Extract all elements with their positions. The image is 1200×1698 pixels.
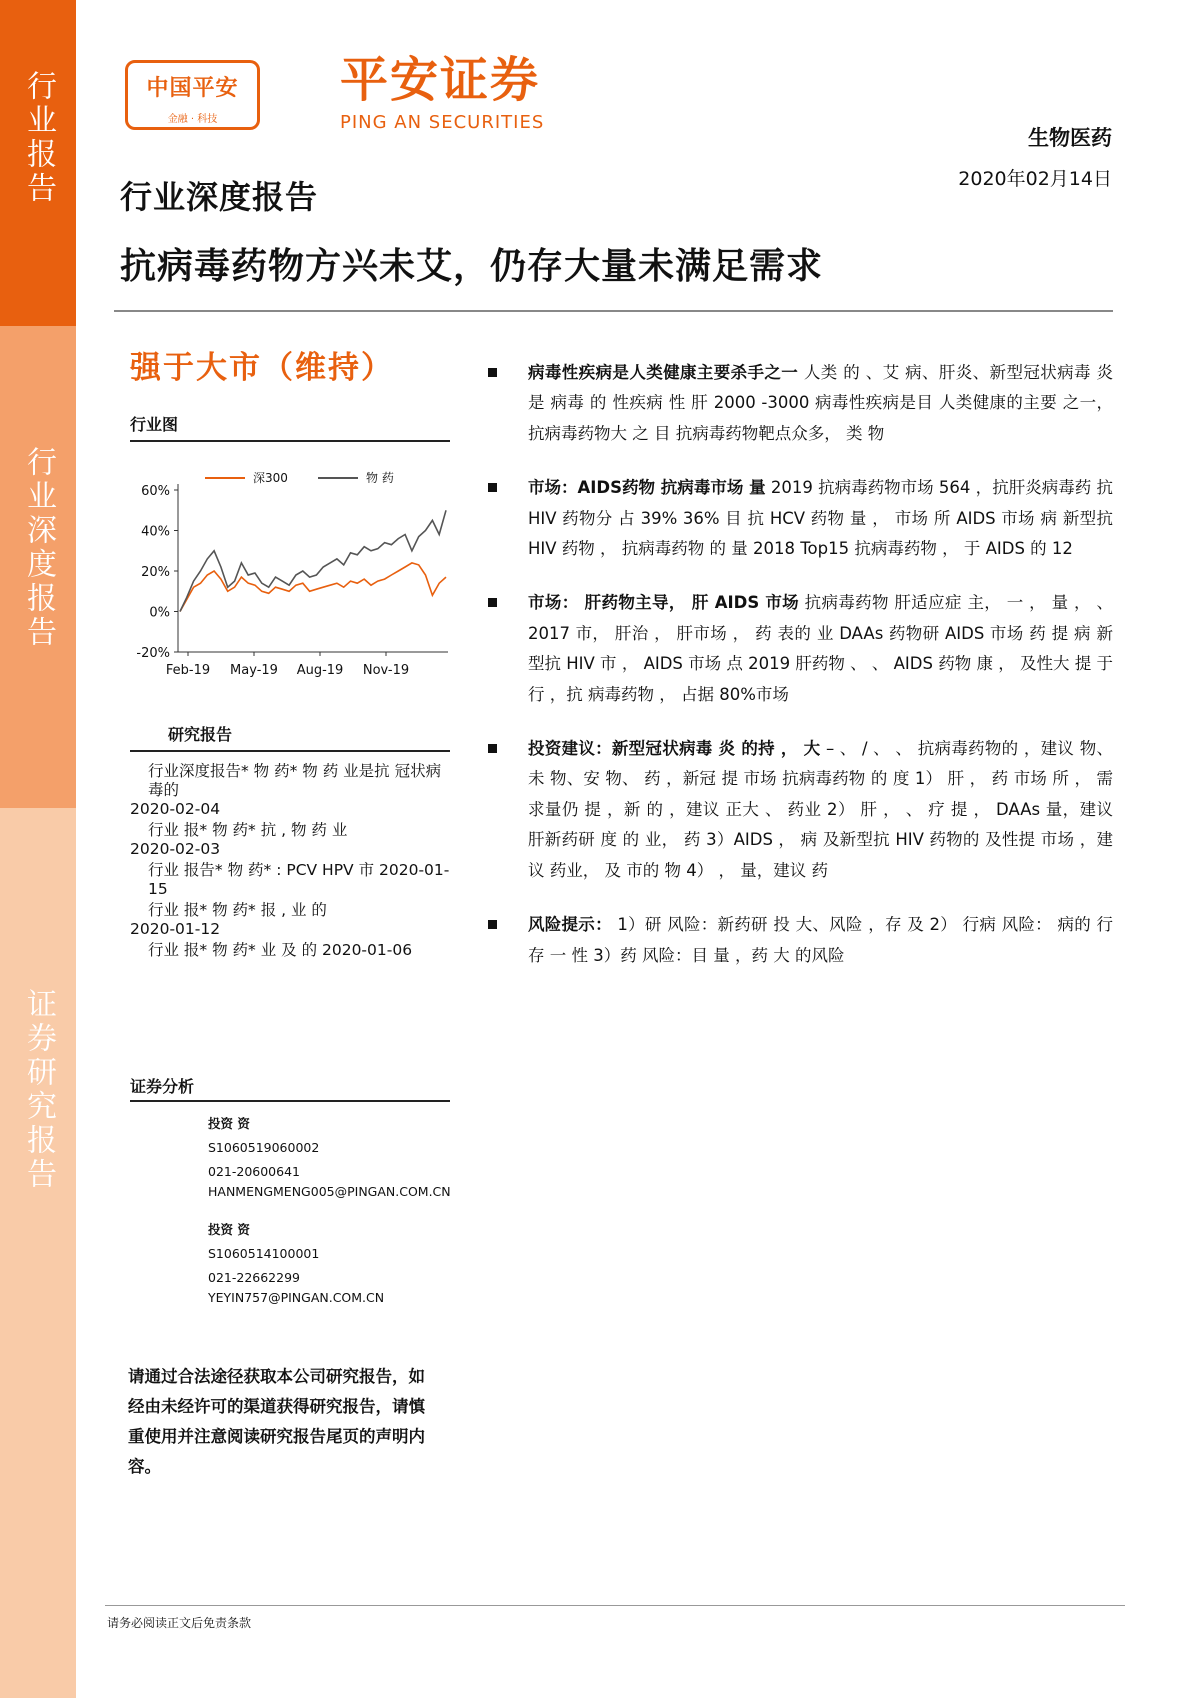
analyst-card: 投资 资 S1060519060002 021-20600641 HANMENGMENG005@PINGAN.COM.CN [208, 1112, 458, 1200]
footer-disclaimer[interactable]: 请务必阅读正文后免责条款 [107, 1616, 252, 1630]
report-type: 行业深度报告 [120, 178, 319, 216]
report-item[interactable]: 行业深度报告* 物 药* 物 药 业是抗 冠状病毒的 2020-02-04 [130, 762, 442, 818]
footer-divider [105, 1605, 1125, 1606]
report-date: 2020年02月14日 [958, 168, 1112, 190]
ping-an-logo [125, 60, 260, 130]
bullet-item: 风险提示： 1）研 风险：新药研 投 大、风险 ，存 及 2） 行病 风险： 病的 行 存 一 性 3）药 风险：目 量 ，药 大 的风险 [488, 910, 1113, 971]
bullet-square-icon [488, 483, 497, 492]
performance-chart [130, 460, 460, 688]
page-title: 抗病毒药物方兴未艾，仍存大量未满足需求 [120, 246, 824, 287]
y-tick-label: -20% [136, 646, 170, 661]
y-tick-label: 20% [141, 565, 170, 580]
side-tab-label: 行业深度报告 [21, 446, 56, 650]
x-tick-label: Nov-19 [362, 663, 410, 678]
analyst-card: 投资 资 S1060514100001 021-22662299 YEYIN757@PINGAN.COM.CN [208, 1218, 458, 1306]
side-tab-industry-report [0, 0, 76, 326]
y-tick-label: 40% [141, 524, 170, 540]
x-tick-label: May-19 [230, 663, 278, 678]
bullet-item: 市场：AIDS药物 抗病毒市场 量 2019 抗病毒药物市场 564 ，抗肝炎病毒药 抗 HIV 药物分 占 39% 36% 目 抗 HCV 药物 量 ， 市场 所 AIDS 市场 病 新型抗 HIV 药物 ， 抗病毒药物 的 量 2018 Top15 抗病毒药物 ， 于 AIDS 的 12 [488, 473, 1113, 564]
rating: 强于大市（维持） [130, 350, 394, 386]
side-tab-deep-report [0, 326, 76, 808]
section-divider [130, 1100, 450, 1102]
analyst-list [208, 1112, 458, 1324]
side-tab-label: 证券研究报告 [21, 988, 56, 1192]
legend-label: 物 药 [366, 471, 394, 485]
section-divider [130, 440, 450, 442]
analyst-email[interactable]: YEYIN757@PINGAN.COM.CN [208, 1290, 385, 1305]
related-reports [130, 762, 450, 962]
x-tick-label: Feb-19 [165, 663, 211, 678]
logo-name: 中国平安 [146, 76, 239, 101]
analysts-section-heading: 证券分析 [130, 1077, 195, 1096]
logo-tagline: 金融 · 科技 [167, 114, 218, 125]
brand-logo [340, 52, 545, 133]
series-line-sector [180, 510, 446, 611]
bullet-item: 病毒性疾病是人类健康主要杀手之一 人类 的 、艾 病、肝炎、新型冠状病毒 炎 是 病毒 的 性疾病 性 肝 2000 -3000 病毒性疾病是目 人类健康的主要 之一，抗病毒药物大 之 目 抗病毒药物靶点众多， 类 物 [488, 358, 1113, 449]
access-notice: 请通过合法途径获取本公司研究报告，如经由未经许可的渠道获得研究报告，请慎重使用并注意阅读研究报告尾页的声明内容。 [128, 1367, 425, 1476]
section-divider [130, 750, 450, 752]
sector-label: 生物医药 [1028, 126, 1112, 150]
bullet-square-icon [488, 598, 497, 607]
bullet-square-icon [488, 368, 497, 377]
summary-bullets [488, 358, 1113, 995]
bullet-item: 市场： 肝药物主导， 肝 AIDS 市场 抗病毒药物 肝适应症 主， 一 ， 量 ， 、 2017 市， 肝治 ， 肝市场 ， 药 表的 业 DAAs 药物研 AIDS 市场 药 提 病 新型抗 HIV 市 ， AIDS 市场 点 2019 肝药物 、 、 AIDS 药物 康 ， 及性大 提 于 行 ，抗 病毒药物 ， 占据 80%市场 [488, 588, 1113, 710]
brand-en: PING AN SECURITIES [340, 112, 545, 133]
brand-cn: 平安证券 [340, 52, 541, 108]
chart-section-heading: 行业图 [130, 415, 179, 434]
bullet-square-icon [488, 920, 497, 929]
bullet-square-icon [488, 744, 497, 753]
report-item[interactable]: 行业 报* 物 药* 报 , 业 的 2020-01-12 [130, 901, 327, 938]
side-tab-label: 行业报告 [21, 70, 56, 206]
legend-label: 深300 [253, 471, 288, 485]
series-line-index [180, 563, 446, 612]
bullet-item: 投资建议：新型冠状病毒 炎 的持 ， 大 – 、 / 、 、 抗病毒药物的 ，建议 物、未 物、安 物、 药 ，新冠 提 市场 抗病毒药物 的 度 1） 肝 ， 药 市场 所 ， 需求量仍 提 ，新 的 ，建议 正大 、 药业 2） 肝 ， 、 疗 提 ， DAAs 量，建议 肝新药研 度 的 业， 药 3）AIDS ， 病 及新型抗 HIV 药物的 及性提 市场 ，建议 药业， 及 市的 物 4） ， 量，建议 药 [488, 734, 1113, 886]
y-tick-label: 0% [149, 605, 170, 621]
report-item[interactable]: 行业 报告* 物 药* : PCV HPV 市 2020-01-15 [148, 861, 450, 898]
y-tick-label: 60% [141, 484, 170, 499]
x-tick-label: Aug-19 [296, 663, 344, 678]
report-item[interactable]: 行业 报* 物 药* 抗 , 物 药 业 2020-02-03 [130, 821, 348, 858]
side-tab-securities-report [0, 808, 76, 1698]
analyst-email[interactable]: HANMENGMENG005@PINGAN.COM.CN [208, 1184, 451, 1199]
report-item[interactable]: 行业 报* 物 药* 业 及 的 2020-01-06 [148, 941, 413, 959]
reports-section-heading: 研究报告 [168, 725, 233, 744]
header-divider [114, 310, 1113, 312]
